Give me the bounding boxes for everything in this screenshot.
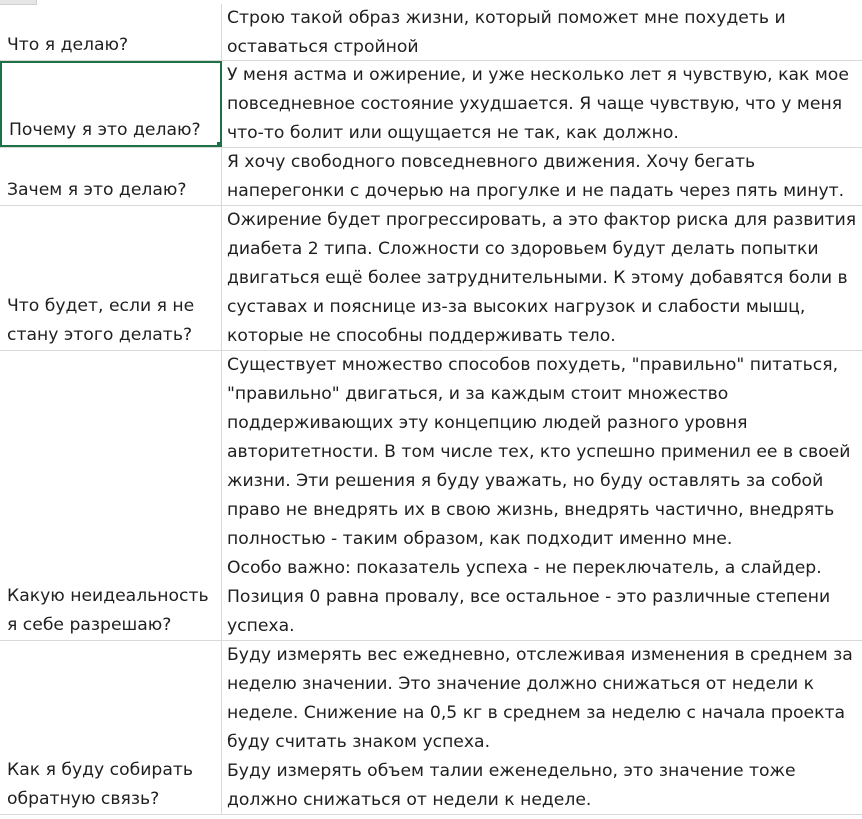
question-cell[interactable] [0,351,222,640]
question-text: Почему я это делаю? [9,120,201,140]
question-cell-selected[interactable] [0,61,222,147]
answer-text: Существует множество способов похудеть, "правильно" питаться, "правильно" двигаться, и за каждым стоит множество поддерживающих эту концепцию людей разного уровня авторитетности. В том числе тех, кто успешно применил ее в своей жизни. Эти решения я буду уважать, но буду оставлять за собой право не внедрять их в свою жизнь, внедрять частично, внедрять полностью - таким образом, как подходит именно мне. Особо важно: показатель успеха - не переключатель, а слайдер. Позиция 0 равна провалу, все остальное - это различные степени успеха. [227,355,851,636]
table-row [0,61,862,148]
question-text: Что будет, если я не стану этого делать? [7,296,195,345]
table-row [0,206,862,351]
question-cell[interactable] [0,148,222,205]
question-cell[interactable] [0,641,222,814]
question-cell[interactable] [0,206,222,350]
answer-text: Буду измерять вес ежедневно, отслеживая изменения в среднем за неделю значении. Это значение должно снижаться от недели к неделе. Снижение на 0,5 кг в среднем за неделю с начала проекта буду считать знаком успеха. Буду измерять объем талии еженедельно, это значение тоже должно снижаться от недели к неделе. [227,645,853,810]
table-row [0,641,862,815]
table-row [0,4,862,61]
question-text: Зачем я это делаю? [7,180,187,200]
answer-text: Ожирение будет прогрессировать, а это фактор риска для развития диабета 2 типа. Сложности со здоровьем будут делать попытки двигаться ещё более затруднительными. К этому добавятся боли в суставах и пояснице из-за высоких нагрузок и слабости мышц, которые не способны поддерживать тело. [227,210,857,346]
question-cell[interactable] [0,4,222,60]
answer-cell[interactable] [222,351,862,640]
fill-handle[interactable] [216,141,222,147]
table-row [0,351,862,641]
answer-cell[interactable] [222,206,862,350]
answer-text: У меня астма и ожирение, и уже несколько лет я чувствую, как мое повседневное состояние ухудшается. Я чаще чувствую, что у меня что-то болит или ощущается не так, как должно. [227,65,849,143]
table-row [0,148,862,206]
answer-cell[interactable] [222,61,862,147]
question-text: Какую неидеальность я себе разрешаю? [7,586,209,635]
answer-cell[interactable] [222,641,862,814]
question-text: Как я буду собирать обратную связь? [7,760,193,809]
answer-cell[interactable] [222,4,862,60]
question-text: Что я делаю? [7,35,129,55]
answer-cell[interactable] [222,148,862,205]
answer-text: Строю такой образ жизни, который поможет мне похудеть и оставаться стройной [227,8,786,57]
answer-text: Я хочу свободного повседневного движения. Хочу бегать наперегонки с дочерью на прогулке и не падать через пять минут. [227,152,845,201]
